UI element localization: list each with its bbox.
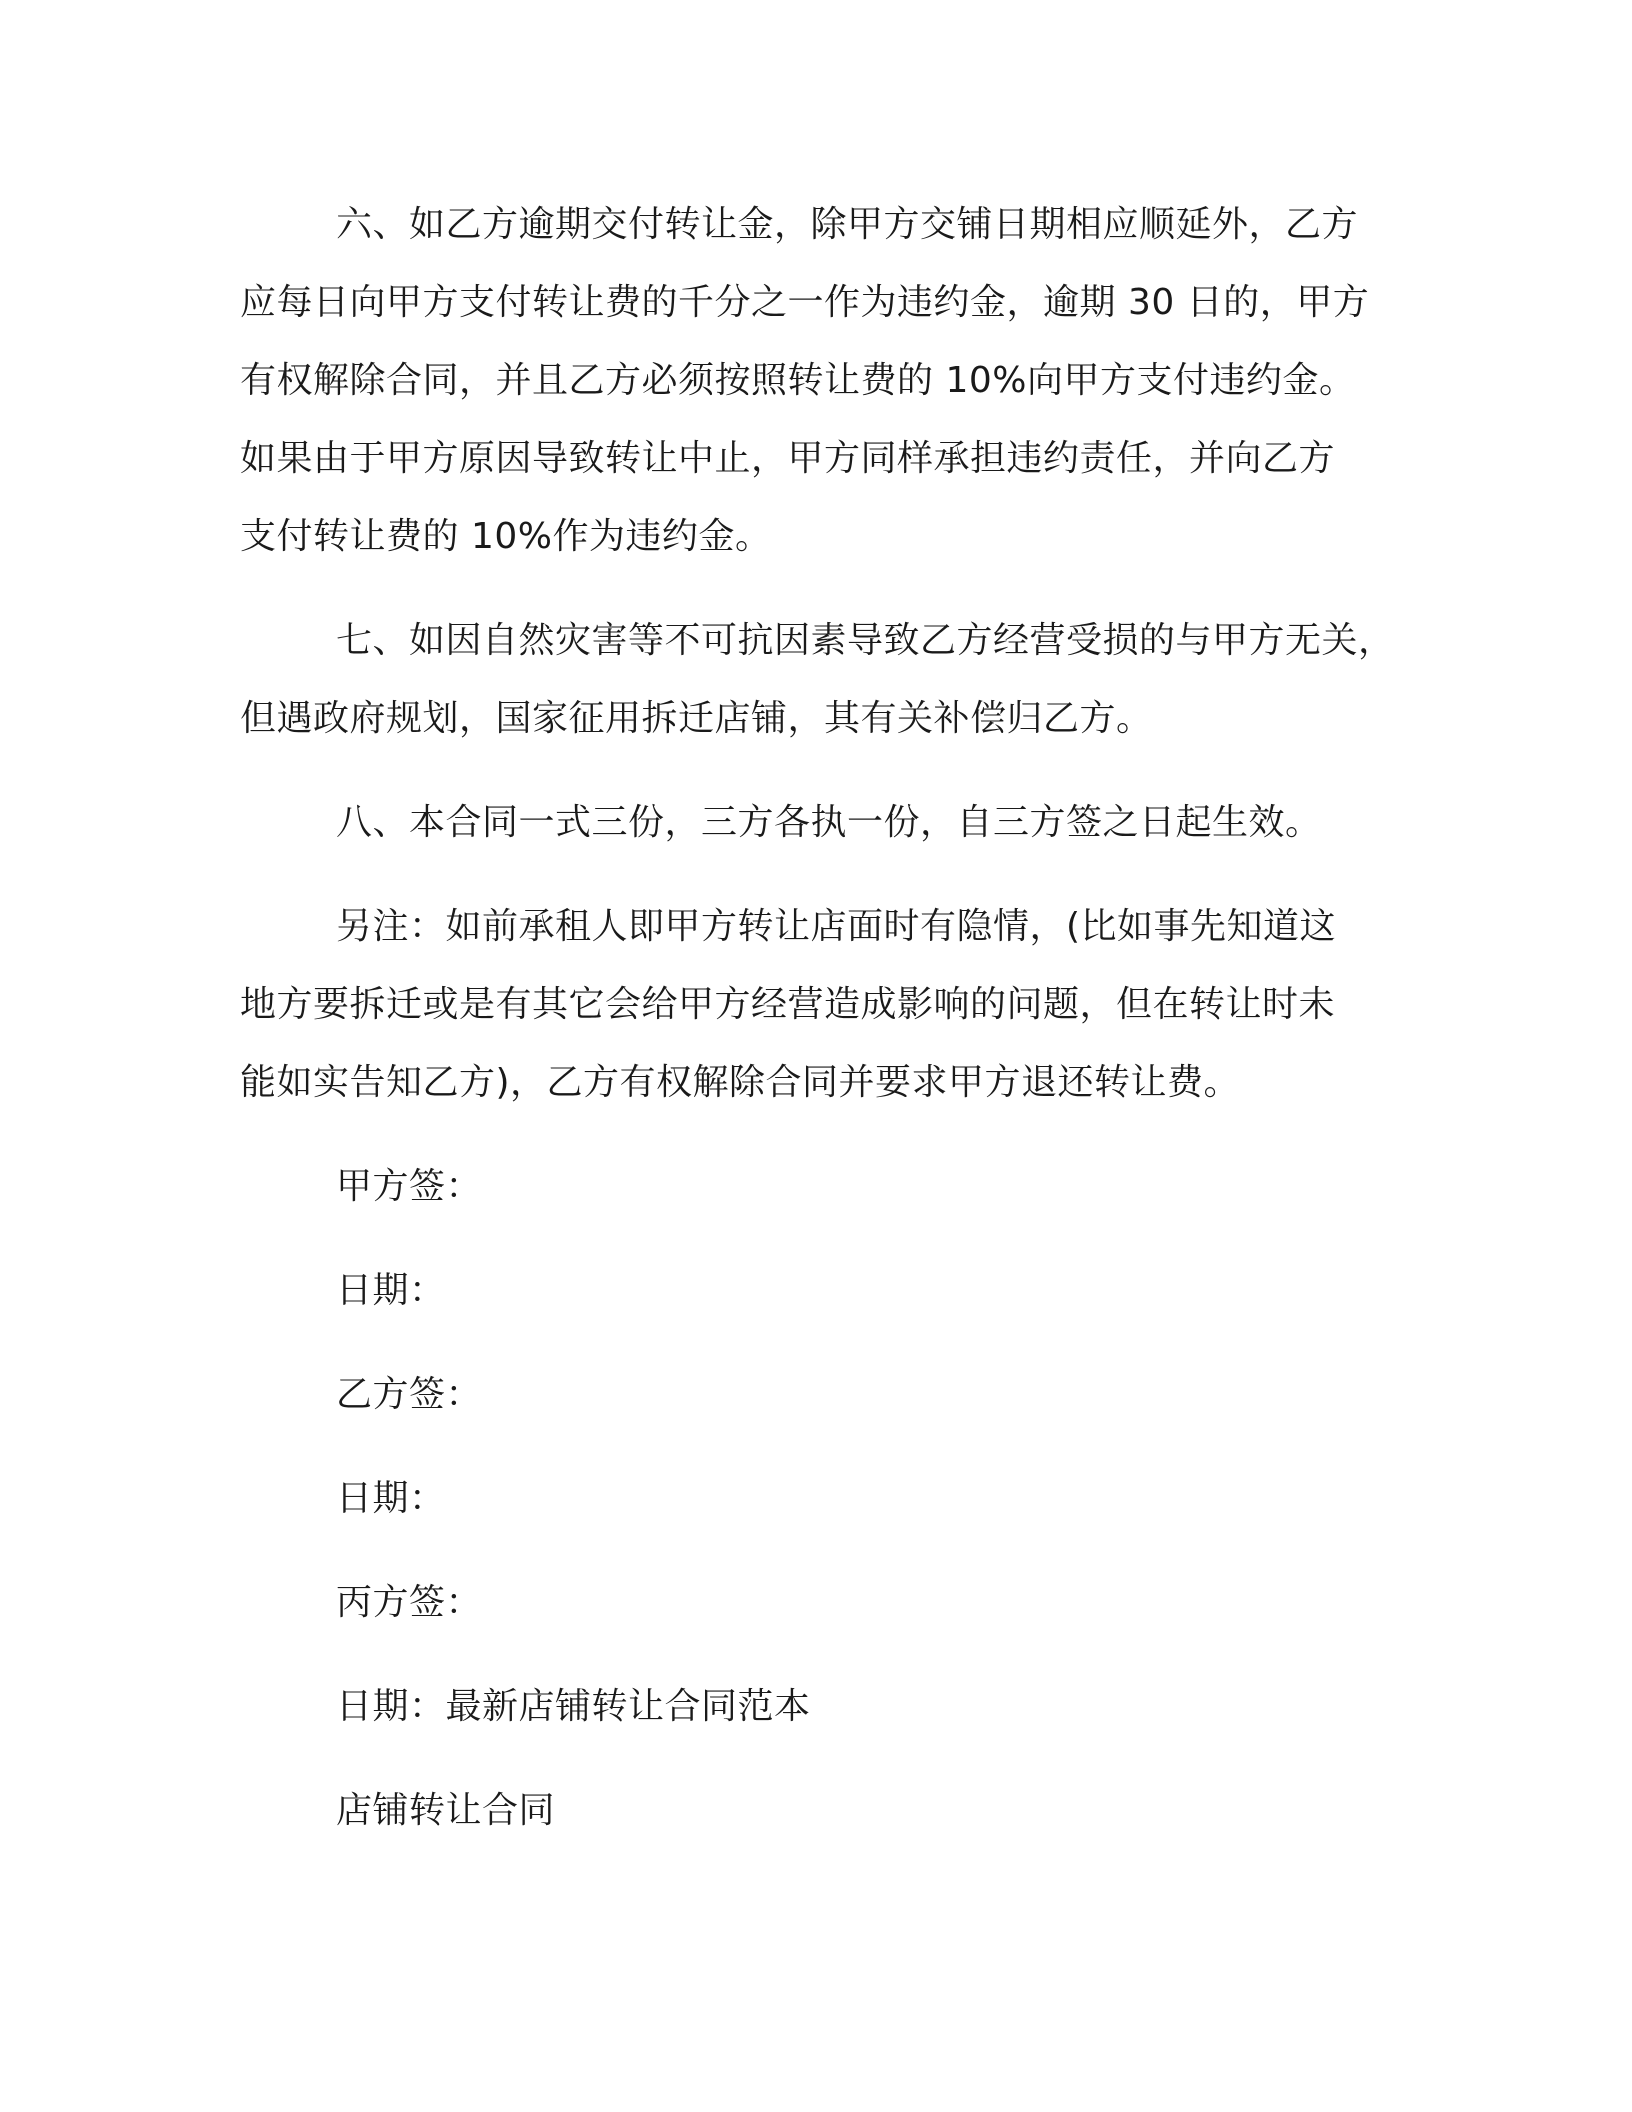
clause-line: 有权解除合同，并且乙方必须按照转让费的 10%向甲方支付违约金。 xyxy=(240,360,1356,401)
party-b-date: 日期： xyxy=(336,1478,446,1519)
clause-line: 如果由于甲方原因导致转让中止，甲方同样承担违约责任，并向乙方 xyxy=(240,438,1336,479)
clause-line: 支付转让费的 10%作为违约金。 xyxy=(240,516,772,557)
clause-note xyxy=(240,888,1400,1122)
next-contract-title: 店铺转让合同 xyxy=(336,1790,556,1831)
party-b-signature: 乙方签： xyxy=(336,1374,483,1415)
clause-line: 六、如乙方逾期交付转让金，除甲方交铺日期相应顺延外，乙方 xyxy=(336,204,1359,245)
clause-eight xyxy=(240,784,1400,862)
clause-line: 八、本合同一式三份，三方各执一份，自三方签之日起生效。 xyxy=(336,802,1322,843)
clause-line: 另注：如前承租人即甲方转让店面时有隐情，(比如事先知道这 xyxy=(336,906,1337,947)
party-c-date: 日期：最新店铺转让合同范本 xyxy=(336,1686,811,1727)
clause-line: 应每日向甲方支付转让费的千分之一作为违约金，逾期 30 日的，甲方 xyxy=(240,282,1370,323)
clause-line: 七、如因自然灾害等不可抗因素导致乙方经营受损的与甲方无关， xyxy=(336,620,1395,661)
party-a-date: 日期： xyxy=(336,1270,446,1311)
clause-line: 但遇政府规划，国家征用拆迁店铺，其有关补偿归乙方。 xyxy=(240,698,1153,739)
clause-line: 能如实告知乙方)，乙方有权解除合同并要求甲方退还转让费。 xyxy=(240,1062,1241,1103)
clause-line: 地方要拆迁或是有其它会给甲方经营造成影响的问题，但在转让时未 xyxy=(240,984,1336,1025)
party-a-signature: 甲方签： xyxy=(336,1166,483,1207)
document-body xyxy=(240,186,1400,1876)
clause-seven xyxy=(240,602,1400,758)
party-c-signature: 丙方签： xyxy=(336,1582,483,1623)
clause-six xyxy=(240,186,1400,576)
